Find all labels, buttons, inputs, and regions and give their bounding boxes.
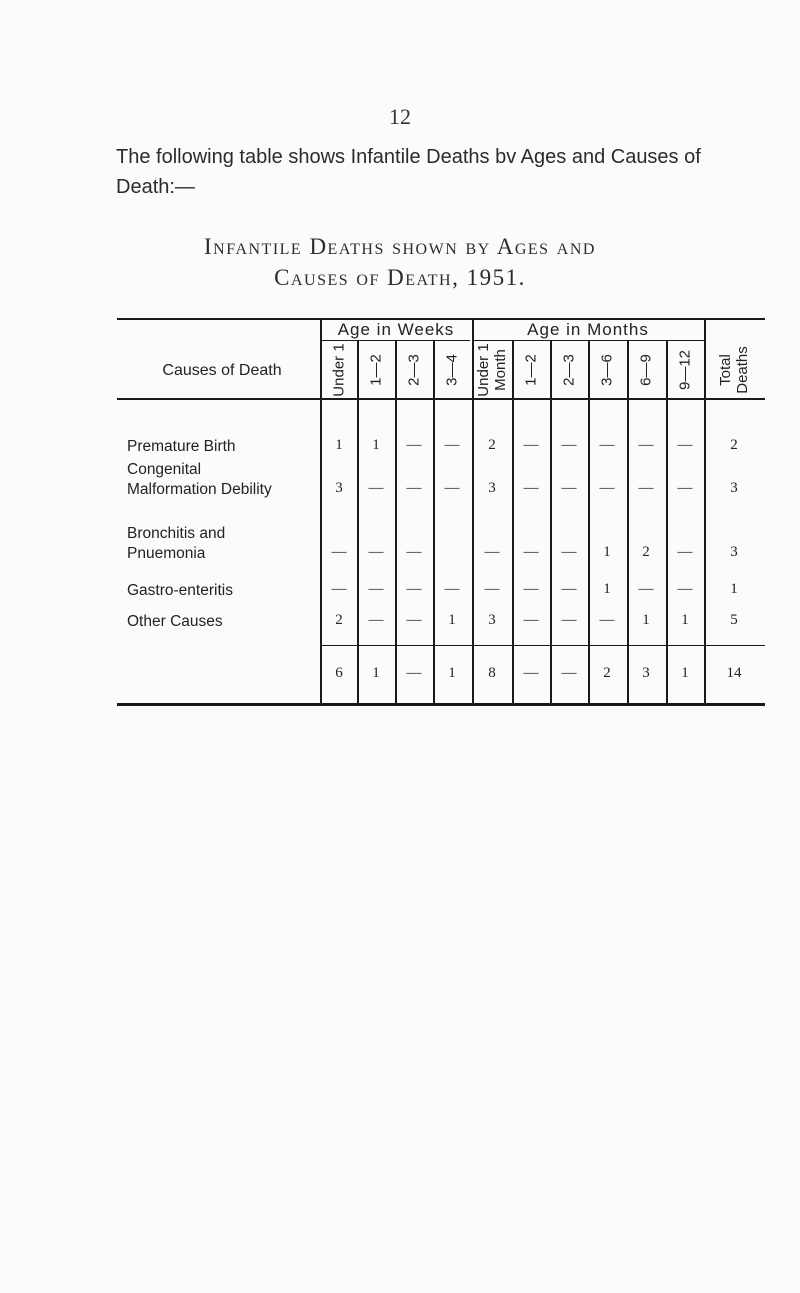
table-cell: — — [406, 612, 422, 628]
total-cell: 14 — [726, 665, 742, 681]
table-cell: 1 — [603, 544, 611, 560]
column-header-10: 9—12 — [676, 349, 694, 391]
column-header-9: 6—9 — [637, 354, 655, 386]
column-header-3: 2—3 — [405, 354, 423, 386]
total-cell: 3 — [642, 665, 650, 681]
column-header-2: 1—2 — [367, 354, 385, 386]
column-header-4: 3—4 — [443, 354, 461, 386]
header-bottom-rule — [117, 398, 765, 400]
column-header-8: 3—6 — [598, 354, 616, 386]
table-cell: — — [444, 581, 460, 597]
col-rule — [627, 340, 629, 703]
total-cell: 2 — [603, 665, 611, 681]
table-cell: — — [331, 544, 347, 560]
table-cell: 3 — [335, 480, 343, 496]
row-label: Pnuemonia — [127, 545, 206, 562]
table-cell: — — [599, 612, 615, 628]
col-rule — [357, 340, 359, 703]
table-cell: — — [638, 437, 654, 453]
col-rule — [433, 340, 435, 703]
table-cell: — — [523, 581, 539, 597]
col-rule — [550, 340, 552, 703]
row-label: Bronchitis and — [127, 525, 226, 542]
table-cell: 3 — [730, 480, 738, 496]
total-cell: — — [523, 665, 539, 681]
table-cell: — — [406, 544, 422, 560]
table-cell: — — [406, 437, 422, 453]
table-cell: — — [523, 544, 539, 560]
table-cell: — — [523, 480, 539, 496]
table-cell: — — [677, 437, 693, 453]
column-header-11: Total Deaths — [717, 346, 751, 394]
table-cell: — — [561, 544, 577, 560]
table-cell: 3 — [488, 612, 496, 628]
totals-rule — [320, 645, 765, 646]
table-cell: 2 — [335, 612, 343, 628]
page-number: 12 — [389, 104, 411, 129]
table-cell: 2 — [488, 437, 496, 453]
row-label: Malformation Debility — [127, 481, 272, 498]
table-cell: — — [599, 480, 615, 496]
table-cell: — — [406, 581, 422, 597]
table-cell: 3 — [730, 544, 738, 560]
row-label: Congenital — [127, 461, 202, 478]
causes-column-header: Causes of Death — [162, 362, 282, 379]
table-cell: 1 — [603, 581, 611, 597]
total-cell: — — [561, 665, 577, 681]
table-cell: — — [561, 581, 577, 597]
col-rule — [320, 318, 322, 703]
table-cell: — — [561, 612, 577, 628]
table-cell: — — [331, 581, 347, 597]
table-cell: — — [444, 437, 460, 453]
table-cell: — — [677, 480, 693, 496]
table-cell: — — [523, 437, 539, 453]
table-cell: — — [638, 480, 654, 496]
total-cell: — — [406, 665, 422, 681]
column-header-6: 1—2 — [522, 354, 540, 386]
col-rule — [704, 318, 706, 703]
table-cell: 1 — [681, 612, 689, 628]
column-header-5: Under 1 Month — [475, 343, 509, 397]
table-cell: 1 — [335, 437, 343, 453]
table-cell: 5 — [730, 612, 738, 628]
row-label: Premature Birth — [127, 438, 236, 455]
total-cell: 1 — [372, 665, 380, 681]
total-cell: 1 — [448, 665, 456, 681]
weeks-group-header: Age in Weeks — [337, 320, 455, 339]
table-cell: — — [484, 544, 500, 560]
table-cell: 2 — [642, 544, 650, 560]
row-label: Gastro-enteritis — [127, 582, 233, 599]
intro-paragraph: The following table shows Infantile Deaths bv Ages and Causes of Death:— — [116, 146, 701, 198]
table-cell: 3 — [488, 480, 496, 496]
table-cell: 1 — [372, 437, 380, 453]
col-rule — [512, 340, 514, 703]
total-cell: 8 — [488, 665, 496, 681]
table-cell: — — [638, 581, 654, 597]
column-header-1: Under 1 — [330, 343, 348, 397]
table-cell: — — [368, 581, 384, 597]
row-label: Other Causes — [127, 613, 223, 630]
table-cell: — — [561, 437, 577, 453]
table-cell: — — [444, 480, 460, 496]
column-header-7: 2—3 — [560, 354, 578, 386]
col-rule — [588, 340, 590, 703]
table-cell: 1 — [642, 612, 650, 628]
table-cell: 2 — [730, 437, 738, 453]
table-cell: — — [368, 480, 384, 496]
table-bottom-rule — [117, 703, 765, 706]
table-cell: 1 — [448, 612, 456, 628]
col-rule — [472, 318, 474, 703]
col-rule — [666, 340, 668, 703]
total-cell: 6 — [335, 665, 343, 681]
table-title-line-2: Causes of Death, 1951. — [274, 265, 526, 290]
table-cell: — — [368, 544, 384, 560]
col-rule — [395, 340, 397, 703]
table-cell: — — [677, 544, 693, 560]
table-cell: — — [406, 480, 422, 496]
months-group-header: Age in Months — [527, 320, 649, 339]
table-cell: — — [599, 437, 615, 453]
table-cell: 1 — [730, 581, 738, 597]
table-cell: — — [561, 480, 577, 496]
table-title-line-1: Infantile Deaths shown by Ages and — [204, 234, 596, 259]
table-cell: — — [484, 581, 500, 597]
table-cell: — — [368, 612, 384, 628]
table-cell: — — [523, 612, 539, 628]
table-cell: — — [677, 581, 693, 597]
total-cell: 1 — [681, 665, 689, 681]
